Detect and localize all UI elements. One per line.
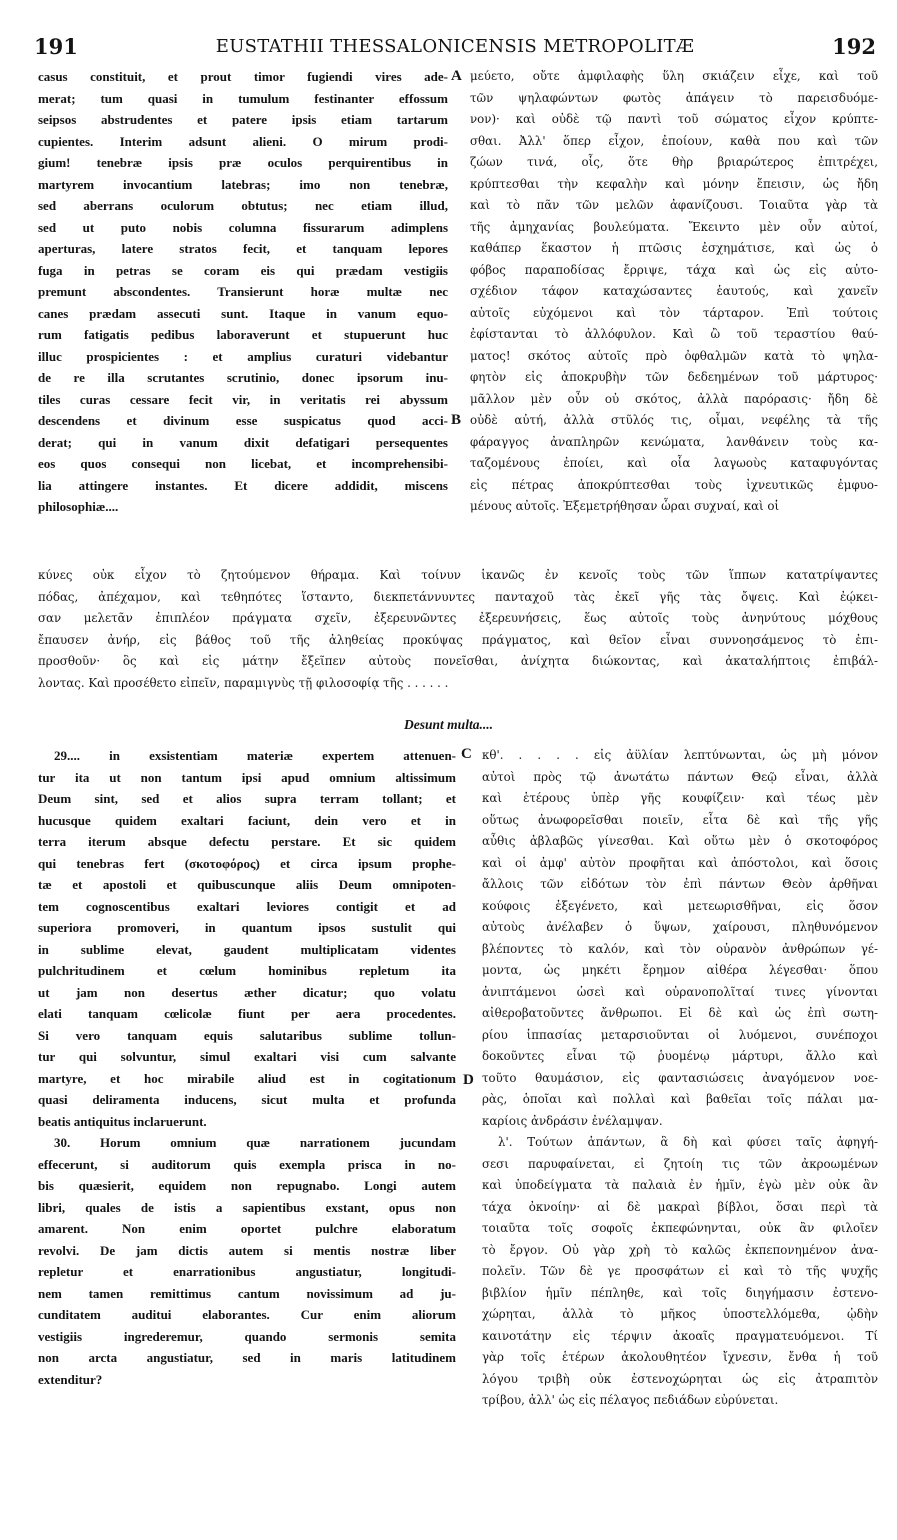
text-line: seipsos abstrudentes et patere ipsis etiam tartarum (38, 112, 448, 127)
text-line: χώρηται, ἀλλὰ τὸ μῆκος ὑποστελλόμεθα, ᾠδὴν (482, 1307, 878, 1321)
text-line: superiora promoveri, in quantum ipsos sustulit qui (38, 920, 456, 935)
text-line: elati tanquam cœlicolæ fiunt per aera procedentes. (38, 1006, 456, 1021)
text-line: αἰθεροβατοῦντες ἄνθρωποι. Εἰ δὲ καὶ ὡς ἐπὶ σωτη- (482, 1006, 878, 1020)
text-line: ut jam non desertus æther dicatur; quo volatu (38, 984, 456, 1000)
right-page-number: 192 (832, 34, 876, 59)
text-line: canes prædam assecuti sunt. Itaque in vanum equo- (38, 305, 448, 321)
text-line: σαν μελετᾶν ἐπιπλέον πράγματα σχεῖν, ἐξερευνῶντες ἐξερευνήσεις, ἕως αὐτοῖς τοὺς ἀνηνύτους μόχθους (38, 611, 878, 625)
text-line: repletur et enarrationibus angustiatur, longitudi- (38, 1264, 456, 1279)
text-line: νον)· καὶ οὐδὲ τῷ παντὶ τοῦ σώματος εἶχον κρύπτε- (470, 112, 878, 126)
text-line: non arcta angustiatur, sed in maris latitudinem (38, 1350, 456, 1365)
text-line: in sublime elevat, gaudent multiplicatam videntes (38, 941, 456, 957)
text-line: λοντας. Καὶ προσέθετο εἰπεῖν, παραμιγνὺς τῇ φιλοσοφίᾳ τῆς . . . . . . (38, 675, 449, 690)
text-line: τῶν ψηλαφώντων φωτὸς ἀπάγειν τὸ παρεισδυόμε- (470, 90, 878, 105)
column-marker-c: C (461, 746, 472, 762)
text-line: καθάπερ ἕκαστον ἡ πτῶσις ἐσχημάτισε, καὶ ὡς ὁ (470, 241, 878, 255)
text-line: βιβλίον ἡμῖν πέπληθε, καὶ τοῖς διηγήμασιν ἐστενο- (482, 1285, 878, 1300)
text-line: μένους αὐτοῖς. Ἐξεμετρήθησαν ὧραι συχναί, καὶ οἱ (470, 499, 780, 513)
text-line: κούφοις ἐξεγένετο, καὶ μετεωρισθῆναι, εἰς ὅσον (482, 898, 878, 913)
text-line: ἄλλοις τῶν εἰδότων τὸν ἐπὶ πάντων Θεὸν ἀρθῆναι (482, 877, 878, 891)
text-line: σθαι. Ἀλλ' ὅπερ εἶχον, ἐποίουν, καθὰ που καὶ τῶν (470, 133, 878, 148)
column-marker-b: B (451, 412, 462, 428)
text-line: ζώων τινά, οἷς, ὅτε θὴρ βριαρώτερος ἐπιτρέχει, (470, 155, 878, 169)
column-marker-a: A (451, 68, 462, 84)
text-line: amarent. Non enim oportet pulchre elaboratum (38, 1221, 456, 1236)
text-line: οὐδὲ αὐτή, ἀλλὰ στῦλός τις, οἶμαι, νεφέλης τὰ τῆς (470, 413, 878, 427)
text-line: τρίβου, ἀλλ' ὡς εἰς πέλαγος πεδιάδων εὐρύνεται. (482, 1393, 779, 1407)
greek-full-width-passage (38, 565, 878, 694)
text-line: μοντα, ὡς μηκέτι ἔρημον αἰθέρα λέγεσθαι· ὅπου (482, 963, 878, 977)
latin-column-bottom (38, 745, 456, 1390)
text-line: beatis antiquitus inclaruerunt. (38, 1113, 207, 1129)
text-line: ἔπαυσεν ἀνήρ, εἰς βάθος τοῦ τῆς ἀληθείας προκύψας πράγματος, καὶ θεῖον εἶναι συννοησάμενος τὸ ἐπι- (38, 632, 878, 647)
text-line: μᾶλλον μὲν οὖν οὐ σκότος, ἀλλὰ παρόρασις· ἤδη δὲ (470, 391, 878, 406)
text-line: βλέποντες τὸ καλόν, καὶ τὸν οὐρανὸν ἀνθρώπων γέ- (482, 941, 878, 956)
text-line: πόδας, ἀπέχαμον, καὶ τεθηπότες ἵσταντο, διεκπετάννυντες πανταχοῦ τὰς ἐκεῖ γῆς τὰς ὄψεις. Καὶ ἐῴκει- (38, 589, 878, 604)
text-line: σεσι παρυφαίνεται, εἰ ζητοίη τις τῶν ἀκροωμένων (482, 1156, 878, 1171)
text-line: tur ita ut non tantum ipsi apud omnium altissimum (38, 769, 456, 785)
text-line: derat; qui in vanum dixit defatigari persequentes (38, 434, 448, 450)
text-line: extenditur? (38, 1371, 103, 1387)
text-line: 29.... in exsistentiam materiæ expertem attenuen- (54, 748, 456, 763)
text-line: ταζομένους ἐποίει, καὶ οἷα λαγωοὺς καταφυγόντας (470, 456, 878, 470)
greek-column-top (470, 66, 878, 518)
text-line: cupientes. Interim adsunt alieni. O mirum prodi- (38, 133, 448, 149)
text-line: sed aberrans oculorum obtutus; nec etiam illud, (38, 198, 448, 213)
text-line: pulchritudinem et cœlum hominibus repletum ita (38, 963, 456, 978)
left-page-number: 191 (34, 34, 78, 59)
text-line: ματος! σκότος αὐτοῖς πρὸ ὀφθαλμῶν κατὰ τὸ ψηλα- (470, 348, 878, 363)
text-line: hucusque quidem exaltari faciunt, dein vero et in (38, 812, 456, 828)
text-line: λόγου τριβὴ οὐκ ἐστενοχώρηται ὡς εἰς ἀτραπιτὸν (482, 1371, 878, 1386)
text-line: lia attingere instantes. Et dicere addidit, miscens (38, 477, 448, 493)
text-line: effecerunt, si auditorum quis exempla prisca in no- (38, 1156, 456, 1172)
text-line: ἐφίστανται τὸ ἀλλόφυλον. Καὶ ὢ τοῦ τεραστίου θαύ- (470, 327, 878, 341)
text-line: καὶ ὑποδείγματα τὰ παλαιὰ ἐν ἡμῖν, ἐγὼ μὲν οὐκ ἂν (482, 1178, 878, 1192)
text-line: κρύπτεσθαι τὴν κεφαλὴν καὶ μόνην ἔπεισιν, ὡς ἤδη (470, 176, 878, 191)
text-line: καὶ τὸ πᾶν τῶν μελῶν ἀφανίζουσι. Τοιαῦτα γὰρ τὰ (470, 198, 878, 212)
text-line: de re illa scrutantes scrutinio, donec ipsorum inu- (38, 370, 448, 385)
text-line: nem tamen remittimus cantum novissimum ad ju- (38, 1285, 456, 1301)
text-line: πολεῖν. Τῶν δὲ γε προσφάτων εἰ καὶ τὸ τῆς ψυχῆς (482, 1264, 878, 1278)
text-line: καὶ οἱ ἀμφ' αὐτὸν προφῆται καὶ ἀπόστολοι, καὶ ὅσοις (482, 855, 878, 870)
column-marker-d: D (463, 1072, 474, 1088)
text-line: terra iterum absque defectu perstare. Et sic quidem (38, 834, 456, 849)
text-line: bis quæsierit, equidem non repugnabo. Longi autem (38, 1178, 456, 1193)
text-line: descendens et divinum esse suspicatus quod acci- (38, 413, 448, 428)
lacuna-note: Desunt multa.... (404, 717, 493, 732)
text-line: τοῦτο θαυμάσιον, εἰς φαντασιώσεις ἀναγόμενον νοε- (482, 1070, 878, 1085)
text-line: rum fatigatis pedibus laboraverunt et stupuerunt huc (38, 327, 448, 342)
text-line: καὶ ἑτέρους ὑπὲρ γῆς κουφίζειν· καὶ τέως μὲν (482, 791, 878, 805)
text-line: ρίου ἱππασίας μεταρσιοῦνται οἱ λυόμενοι, συνέποχοι (482, 1027, 878, 1042)
text-line: φόβος παραποδίσας ἔρριψε, τάχα καὶ ὡς εἰς αὐτο- (470, 262, 878, 277)
text-line: sed ut puto nobis columna fissurarum adimplens (38, 219, 448, 235)
text-line: cunditatem auditui elaborantes. Cur enim aliorum (38, 1307, 456, 1322)
text-line: φάραγγος ἀναπληρῶν κενώματα, λανθάνειν τοὺς κα- (470, 434, 878, 449)
text-line: σχέδιον τάφον καταχώσαντες ἑαυτούς, καὶ χανεῖν (470, 284, 878, 298)
text-line: illuc prospicientes : et amplius curaturi videbantur (38, 348, 448, 364)
text-line: gium! tenebræ ipsis præ oculos perquirentibus in (38, 155, 448, 170)
latin-column-top (38, 66, 448, 518)
text-line: tem cognoscentibus exaltari leviores contigit et ad (38, 898, 456, 914)
text-line: αὖθις ἀβλαβῶς γίνεσθαι. Καὶ οὕτω μὲν ὁ σκοτοφόρος (482, 834, 878, 848)
text-line: τάχα ὀκνοίην· αἱ δὲ μακραὶ βίβλοι, ὅσαι περὶ τὰ (482, 1199, 878, 1214)
text-line: revolvi. De jam dictis autem si mentis nostræ liber (38, 1242, 456, 1258)
text-line: tiles curas cessare fecit vir, in veritatis rei abyssum (38, 391, 448, 407)
text-line: martyre, et hoc mirabile aliud est in cogitationum (38, 1070, 456, 1086)
text-line: φητὸν εἰς ἀποκρυβὴν τῶν δεδεημένων τοῦ μάρτυρος· (470, 370, 878, 384)
text-line: ρὰς, ὁποῖαι καὶ πολλαὶ καὶ βαθεῖαι τοῖς πάλαι μα- (482, 1092, 878, 1106)
text-line: κθ'. . . . . εἰς ἀϋλίαν λεπτύνωνται, ὡς μὴ μόνον (482, 748, 878, 762)
text-line: tur qui solvuntur, simul exaltari visi cum salvante (38, 1049, 456, 1064)
text-line: Deum sint, sed et alios supra terram tollant; et (38, 791, 456, 806)
text-line: λ'. Τούτων ἁπάντων, ἃ δὴ καὶ φύσει ταῖς ἀφηγή- (498, 1135, 878, 1149)
text-line: προσθοῦν· ὃς καὶ εἰς μάτην ἔξεῖπεν αὐτοὺς πονεῖσθαι, ἀνίχητα διώκοντας, καὶ ἀκαταλήπτοις ἐπιβάλ- (38, 654, 878, 668)
greek-column-bottom (482, 745, 878, 1412)
text-line: δοκοῦντες εἶναι τῷ ῥυομένῳ μάρτυρι, ἄλλο καὶ (482, 1049, 878, 1063)
text-line: casus constituit, et prout timor fugiendi vires ade- (38, 69, 448, 84)
text-line: αὐτοὺς ἀνέλαβεν ὁ ὕψων, χαίρουσι, πληθυνόμενον (482, 920, 878, 934)
text-line: premunt abscondentes. Transierunt horæ multæ nec (38, 284, 448, 299)
text-line: merat; tum quasi in tumulum festinanter effossum (38, 90, 448, 106)
text-line: Si vero tanquam equis salutaribus sublime tollun- (38, 1027, 456, 1043)
text-line: qui tenebras fert (σκοτοφόρος) et circa ipsum prophe- (38, 855, 456, 871)
text-line: ἀνιπτάμενοι ὡσεὶ καὶ οὐρανοπολῖταί τινες γίνονται (482, 984, 878, 999)
text-line: aperturas, latere stratos fecit, et tanquam lepores (38, 241, 448, 256)
text-line: eos quos consequi non licebat, et incomprehensibi- (38, 456, 448, 471)
text-line: κύνες οὐκ εἶχον τὸ ζητούμενον θήραμα. Καὶ τοίνυν ἱκανῶς ἐν κενοῖς τοὺς τῶν ἵππων κατατρίψαντες (38, 568, 878, 582)
text-line: αὐτοῖς εὐχόμενοι καὶ τὸν τάρταρον. Ἐπὶ τούτοις (470, 305, 878, 320)
text-line: τοιαῦτα τοῖς σοφοῖς ἐκπεφώνηνται, οὐκ ἂν φιλοῖεν (482, 1221, 878, 1235)
text-line: οὕτως ἀνωφορεῖσθαι ποιεῖν, εἶτα δὲ καὶ τῆς γῆς (482, 812, 878, 827)
text-line: εἰς πέτρας ἀποκρύπτεσθαι τοὺς ἰχνευτικῶς ἐμφυο- (470, 477, 878, 492)
text-line: libri, quales de istis a sapientibus exstant, opus non (38, 1199, 456, 1215)
text-line: καινοτάτην εἰς τέρψιν ἀκοαῖς πραγματευόμενοι. Τί (482, 1328, 878, 1343)
text-line: τὸ ἔργον. Οὐ γὰρ χρὴ τὸ καλῶς ἐκπεπονημένον ἀνα- (482, 1242, 878, 1257)
text-line: μεύετο, οὔτε ἀμφιλαφὴς ὕλη σκιάζειν εἶχε, καὶ τοῦ (470, 69, 878, 83)
text-line: tæ et apostoli et quibuscunque aliis Deum omnipoten- (38, 877, 456, 892)
text-line: vestigiis ingrederemur, quando sermonis semita (38, 1328, 456, 1344)
text-line: καρίοις ἀνδράσιν ἐνέλαμψαν. (482, 1113, 663, 1128)
text-line: quasi deliramenta inducens, sicut multa et profunda (38, 1092, 456, 1107)
running-title: EUSTATHII THESSALONICENSIS METROPOLITÆ (215, 36, 695, 57)
text-line: martyrem invocantium latebras; imo non tenebræ, (38, 176, 448, 192)
text-line: philosophiæ.... (38, 499, 119, 514)
text-line: αὐτοὶ πρὸς τῷ ἀνωτάτω πάντων Θεῷ εἶναι, ἀλλὰ (482, 769, 878, 784)
page-header (34, 34, 876, 60)
text-line: 30. Horum omnium quæ narrationem jucundam (54, 1135, 456, 1150)
text-line: γὰρ τοῖς ἑτέρων ἀκολουθητέον ἴχνεσιν, ἔνθα ἡ τοῦ (482, 1350, 878, 1364)
text-line: τῆς ἀμηχανίας βουλεύματα. Ἔκειντο μὲν οὖν αὐτοί, (470, 219, 878, 234)
text-line: fuga in petras se coram eis qui prædam vestigiis (38, 262, 448, 278)
